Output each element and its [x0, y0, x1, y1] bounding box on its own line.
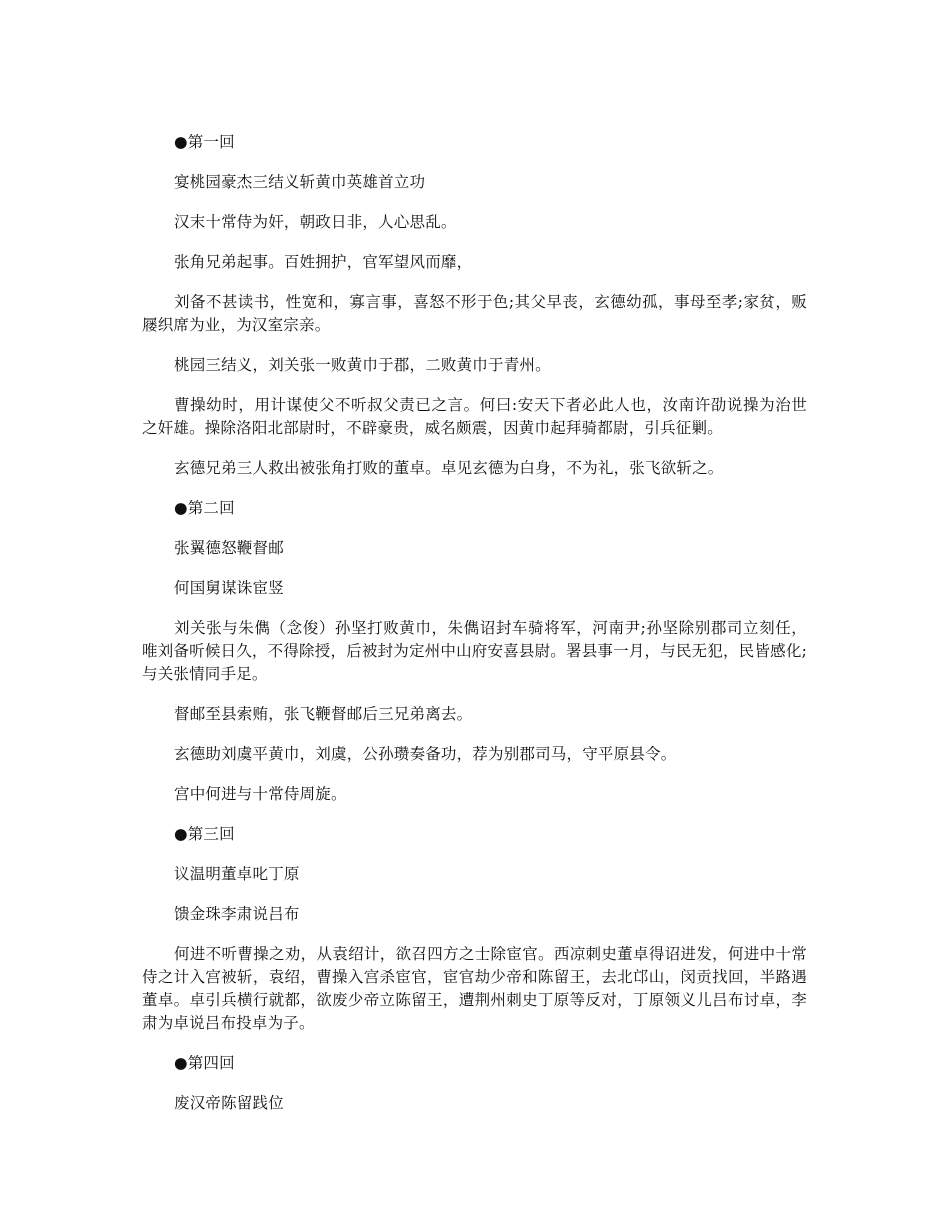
chapter-title: 张翼德怒鞭督邮 — [174, 539, 284, 557]
chapter-marker: ●第三回 — [174, 825, 235, 843]
body-paragraph: 何进不听曹操之劝，从袁绍计，欲召四方之士除宦官。西凉刺史董卓得诏进发，何进中十常侍之计入宫被斩，袁绍，曹操入宫杀宦官，宦官劫少帝和陈留王，去北邙山，闵贡找回，半路遇董卓。卓引兵横行就都，欲废少帝立陈留王，遭荆州刺史丁原等反对，丁原领义儿吕布讨卓，李肃为卓说吕布投卓为子。 — [142, 945, 807, 1032]
body-paragraph: 玄德兄弟三人救出被张角打败的董卓。卓见玄德为白身，不为礼，张飞欲斩之。 — [174, 459, 724, 477]
body-paragraph: 汉末十常侍为奸，朝政日非，人心思乱。 — [174, 213, 457, 231]
chapter-title: 宴桃园豪杰三结义斩黄巾英雄首立功 — [174, 173, 426, 191]
body-paragraph: 宫中何进与十常侍周旋。 — [174, 785, 347, 803]
body-paragraph: 刘备不甚读书，性宽和，寡言事，喜怒不形于色;其父早丧，玄德幼孤，事母至孝;家贫，贩屦织席为业，为汉室宗亲。 — [142, 293, 807, 334]
chapter-marker: ●第一回 — [174, 133, 235, 151]
body-paragraph: 督邮至县索贿，张飞鞭督邮后三兄弟离去。 — [174, 705, 473, 723]
chapter-title: 何国舅谋诛宦竖 — [174, 579, 284, 597]
body-paragraph: 桃园三结义，刘关张一败黄巾于郡，二败黄巾于青州。 — [174, 356, 551, 374]
body-paragraph: 曹操幼时，用计谋使父不听叔父责已之言。何曰:安天下者必此人也，汝南许劭说操为治世之奸雄。操除洛阳北部尉时，不辟豪贵，威名颇震，因黄巾起拜骑都尉，引兵征剿。 — [142, 396, 807, 437]
chapter-marker: ●第二回 — [174, 499, 235, 517]
body-paragraph: 张角兄弟起事。百姓拥护，官军望风而靡， — [174, 253, 473, 271]
body-paragraph: 刘关张与朱儁（念俊）孙坚打败黄巾，朱儁诏封车骑将军，河南尹;孙坚除别郡司立刻任，唯刘备听候日久，不得除授，后被封为定州中山府安喜县尉。署县事一月，与民无犯，民皆感化;与关张情同手足。 — [142, 619, 807, 683]
body-paragraph: 玄德助刘虞平黄巾，刘虞，公孙瓒奏备功，荐为别郡司马，守平原县令。 — [174, 745, 677, 763]
chapter-title: 议温明董卓叱丁原 — [174, 865, 300, 883]
chapter-title: 馈金珠李肃说吕布 — [174, 905, 300, 923]
chapter-title: 废汉帝陈留践位 — [174, 1094, 284, 1112]
chapter-marker: ●第四回 — [174, 1054, 235, 1072]
document-page — [142, 131, 807, 1132]
